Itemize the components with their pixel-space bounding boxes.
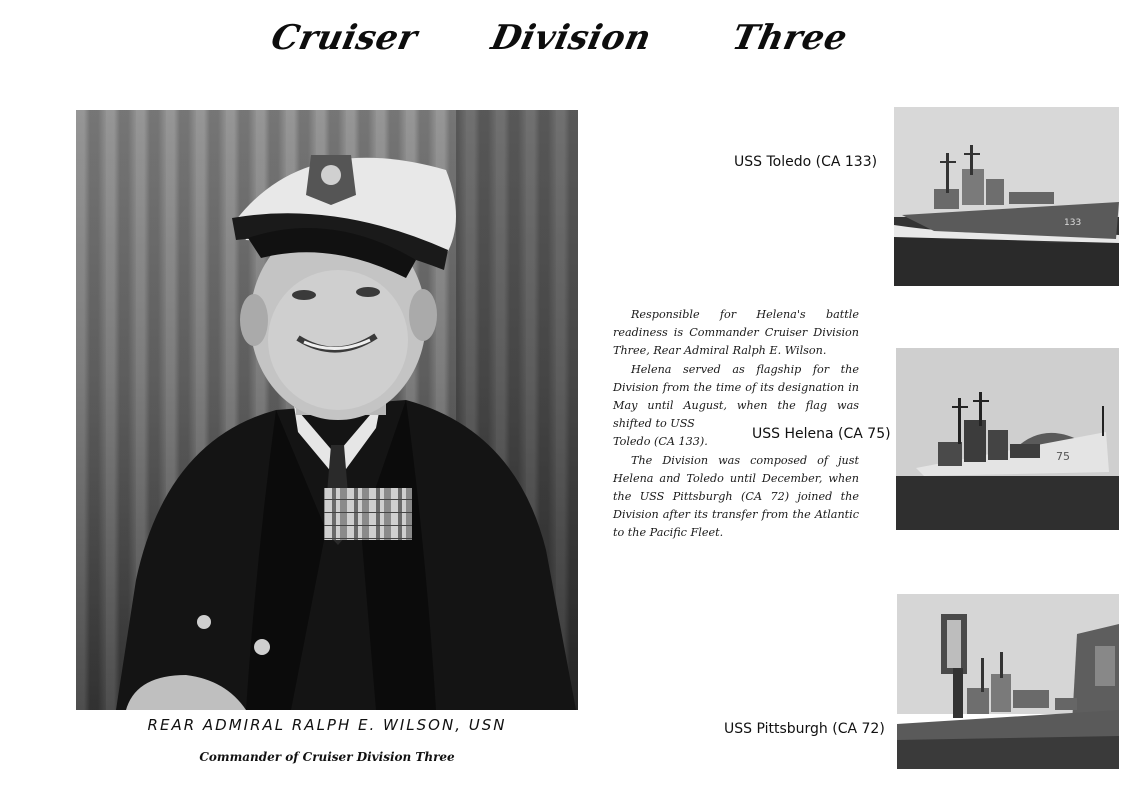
admiral-portrait-photo (76, 110, 578, 710)
admiral-portrait-illustration (76, 110, 578, 710)
division-description (613, 306, 859, 543)
ship-photo-pittsburgh (897, 594, 1119, 769)
portrait-caption-name: REAR ADMIRAL RALPH E. WILSON, USN (147, 716, 507, 734)
title-word-three: Three (728, 18, 851, 58)
description-paragraph-3: The Division was composed of just Helena and Toledo until December, when the USS Pittsburgh (CA 72) joined the Division after its transfer from the Atlantic to the Pacific Fleet. (613, 453, 859, 540)
hull-number-helena: 75 (1056, 450, 1070, 463)
ship-photo-helena (896, 348, 1119, 530)
ship-photo-toledo (894, 107, 1119, 286)
ship-label-toledo: USS Toledo (CA 133) (734, 154, 878, 170)
title-word-division: Division (487, 18, 655, 58)
portrait-caption-title: Commander of Cruiser Division Three (199, 750, 455, 764)
hull-number-toledo: 133 (1064, 218, 1082, 228)
title-word-cruiser: Cruiser (267, 18, 422, 58)
description-paragraph-2-main: Helena served as flagship for the Division from the time of its designation in May until August, when the flag was shifted to USS (613, 362, 859, 431)
ship-label-pittsburgh: USS Pittsburgh (CA 72) (724, 721, 885, 737)
description-paragraph-1: Responsible for Helena's battle readiness is Commander Cruiser Division Three, Rear Admiral Ralph E. Wilson. (613, 308, 859, 358)
description-paragraph-2-tail: Toledo (CA 133). (613, 435, 708, 449)
ship-label-helena: USS Helena (CA 75) (752, 426, 891, 442)
